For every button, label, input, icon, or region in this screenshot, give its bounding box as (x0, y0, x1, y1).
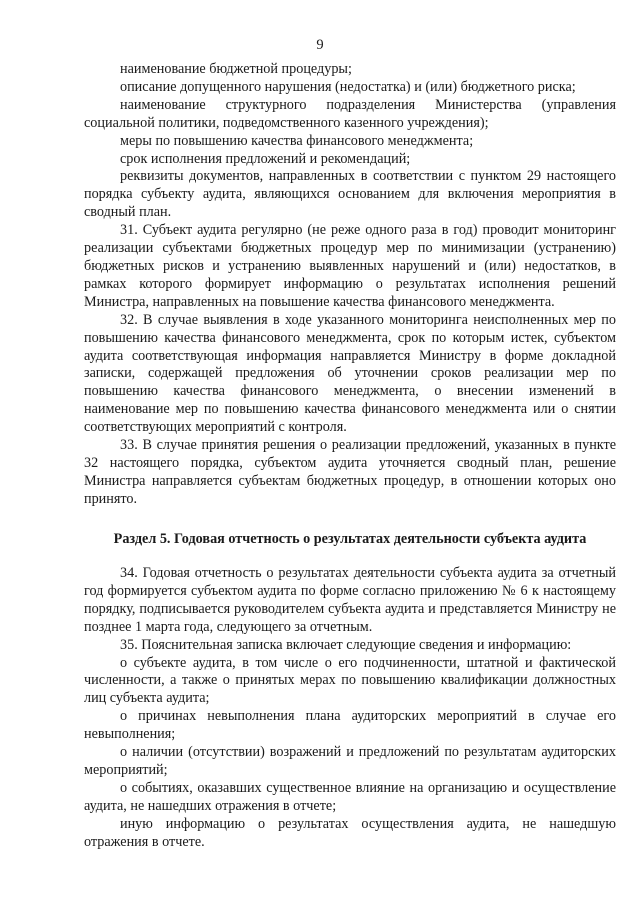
paragraph-document-details: реквизиты документов, направленных в соответствии с пунктом 29 настоящего порядка субъекту аудита, являющихся основанием для включения мероприятия в сводный план. (84, 168, 616, 221)
paragraph-structural-unit: наименование структурного подразделения Министерства (управления социальной политики, подведомственного казенного учреждения); (84, 96, 616, 131)
paragraph-deadline: срок исполнения предложений и рекомендаций; (120, 150, 411, 167)
paragraph-item-31: 31. Субъект аудита регулярно (не реже одного раза в год) проводит мониторинг реализации субъектами бюджетных процедур мер по минимизации (устранению) бюджетных рисков и устранению выявленных нарушений и (или) недостатков, в рамках которого формирует информацию о результатах исполнения решений Министра, направленных на повышение качества финансового менеджмента. (84, 222, 616, 310)
paragraph-significant-events: о событиях, оказавших существенное влияние на организацию и осуществление аудита, не нашедших отражения в отчете; (84, 779, 616, 814)
body-text-bottom (84, 565, 616, 852)
paragraph-item-32: 32. В случае выявления в ходе указанного мониторинга неисполненных мер по повышению качества финансового менеджмента, срок по которым истек, субъектом аудита соответствующая информация направляется Министру в форме докладной записки, содержащей предложения об уточнении сроков реализации мер по повышению качества финансового менеджмента, о внесении изменений в наименование мер по повышению качества финансового менеджмента или о снятии соответствующих мероприятий с контроля. (84, 311, 616, 436)
body-text-top (84, 61, 616, 509)
paragraph-item-34: 34. Годовая отчетность о результатах деятельности субъекта аудита за отчетный год формируется субъектом аудита по форме согласно приложению № 6 к настоящему порядку, подписывается руководителем субъекта аудита и представляется Министру не позднее 1 марта года, следующего за отчетным. (84, 565, 616, 635)
paragraph-violation-description: описание допущенного нарушения (недостатка) и (или) бюджетного риска; (120, 78, 576, 95)
paragraph-quality-measures: меры по повышению качества финансового менеджмента; (120, 132, 474, 149)
page-number: 9 (316, 37, 324, 53)
paragraph-other-information: иную информацию о результатах осуществления аудита, не нашедшую отражения в отчете. (84, 815, 616, 850)
paragraph-item-35: 35. Пояснительная записка включает следующие сведения и информацию: (120, 636, 572, 653)
paragraph-plan-failure-reasons: о причинах невыполнения плана аудиторских мероприятий в случае его невыполнения; (84, 708, 616, 743)
paragraph-procedure-name: наименование бюджетной процедуры; (120, 61, 352, 77)
paragraph-about-subject: о субъекте аудита, в том числе о его подчиненности, штатной и фактической численности, а также о принятых мерах по повышению квалификации должностных лиц субъекта аудита; (84, 654, 616, 707)
paragraph-objections: о наличии (отсутствии) возражений и предложений по результатам аудиторских мероприятий; (84, 744, 616, 778)
section-title: Раздел 5. Годовая отчетность о результатах деятельности субъекта аудита (113, 531, 587, 547)
paragraph-item-33: 33. В случае принятия решения о реализации предложений, указанных в пункте 32 настоящего порядка, субъектом аудита уточняется сводный план, решение Министра направляется субъектам бюджетных процедур, в отношении которых оно принято. (84, 437, 616, 507)
